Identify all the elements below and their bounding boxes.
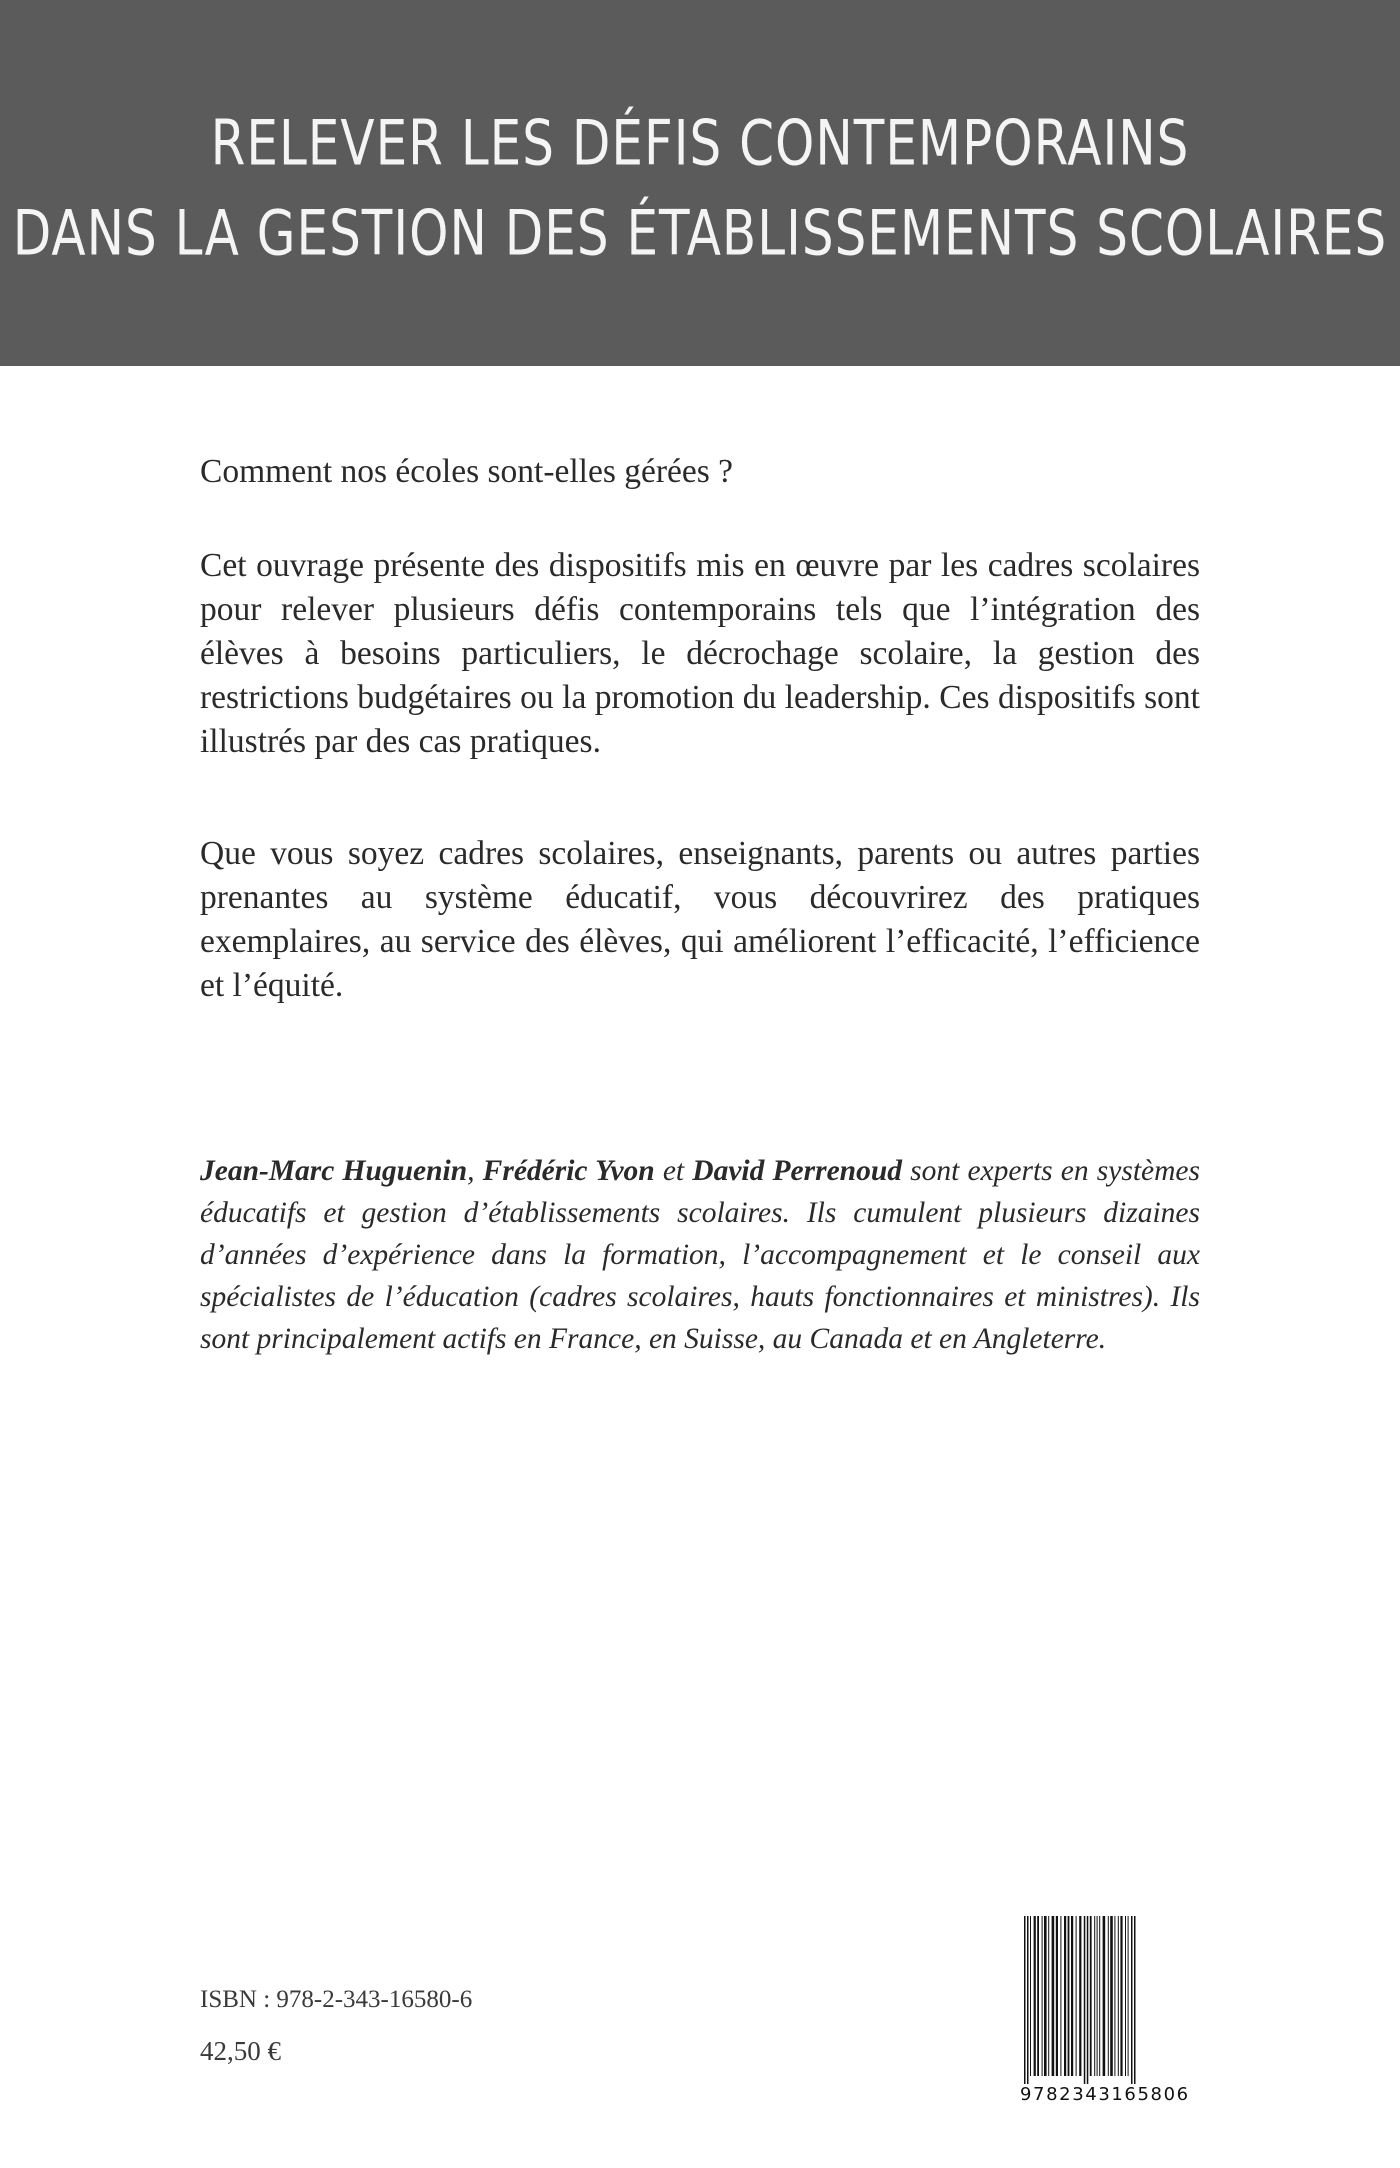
- barcode-bar: [1110, 1916, 1113, 2076]
- barcode-bar: [1024, 1916, 1026, 2084]
- barcode-bar: [1103, 1916, 1106, 2076]
- price: 42,50 €: [200, 2036, 281, 2066]
- barcode-bar: [1068, 1916, 1070, 2076]
- barcode-bar: [1060, 1916, 1061, 2076]
- barcode-bar: [1030, 1916, 1031, 2076]
- barcode-bar: [1056, 1916, 1058, 2076]
- barcode-bar: [1134, 1916, 1136, 2084]
- blurb-question: Comment nos écoles sont-elles gérées ?: [200, 453, 734, 490]
- barcode-bar: [1064, 1916, 1066, 2076]
- barcode-bar: [1125, 1916, 1126, 2076]
- author-separator-2: et: [654, 1155, 693, 1187]
- author-bio-text: sont experts en systèmes éducatifs et gestion d’établissements scolaires. Ils cumulent plusieurs dizaines d’années d’expérience dans la formation, l’accompagnement et le conseil aux spécialistes de l’éducation (cadres scolaires, hauts fonctionnaires et ministres). Ils sont principalement actifs en France, en Suisse, au Canada et en Angleterre.: [200, 1155, 1200, 1355]
- barcode-bar: [1097, 1916, 1098, 2076]
- barcode-bar: [1071, 1916, 1073, 2076]
- barcode-bar: [1114, 1916, 1115, 2076]
- barcode-digits: 9782343165806: [1020, 2084, 1190, 2105]
- barcode-bar: [1094, 1916, 1095, 2076]
- title-line-2: DANS LA GESTION DES ÉTABLISSEMENTS SCOLAIRES: [12, 196, 1388, 270]
- barcode-bar: [1034, 1916, 1036, 2076]
- author-separator-1: ,: [467, 1155, 483, 1187]
- barcode-bar: [1087, 1916, 1089, 2084]
- barcode-bar: [1090, 1916, 1092, 2076]
- blurb-paragraph-2: Que vous soyez cadres scolaires, enseignants, parents ou autres parties prenantes au système éducatif, vous découvrirez des pratiques exemplaires, au service des élèves, qui améliorent l’efficacité, l’efficience et l’équité.: [200, 835, 1200, 1004]
- author-name-1: Jean-Marc Huguenin: [200, 1155, 468, 1187]
- barcode-bar: [1108, 1916, 1109, 2076]
- title-line-1: RELEVER LES DÉFIS CONTEMPORAINS: [210, 106, 1190, 180]
- barcode-bar: [1128, 1916, 1129, 2076]
- header-band: [0, 0, 1400, 366]
- barcode-bar: [1084, 1916, 1086, 2084]
- isbn: ISBN : 978-2-343-16580-6: [200, 1986, 473, 2013]
- barcode-bar: [1120, 1916, 1122, 2076]
- author-name-2: Frédéric Yvon: [482, 1155, 655, 1187]
- author-name-3: David Perrenoud: [692, 1155, 902, 1187]
- barcode-bar: [1131, 1916, 1133, 2084]
- author-bio: [200, 1150, 1200, 1360]
- barcode-bar: [1048, 1916, 1049, 2076]
- barcode-bar: [1076, 1916, 1077, 2076]
- barcode-bar: [1052, 1916, 1055, 2076]
- barcode-bar: [1037, 1916, 1039, 2076]
- barcode-bar: [1079, 1916, 1081, 2076]
- barcode: [1020, 1916, 1190, 2114]
- barcode-bar: [1027, 1916, 1029, 2084]
- barcode-bars: [1020, 1916, 1170, 2084]
- barcode-bar: [1044, 1916, 1047, 2076]
- barcode-bar: [1042, 1916, 1043, 2076]
- barcode-bar: [1099, 1916, 1100, 2076]
- blurb-paragraph-1: Cet ouvrage présente des dispositifs mis en œuvre par les cadres scolaires pour relever plusieurs défis contemporains tels que l’intégration des élèves à besoins particuliers, le décrochage scolaire, la gestion des restrictions budgétaires ou la promotion du leadership. Ces dispositifs sont illustrés par des cas pratiques.: [200, 547, 1200, 760]
- barcode-bar: [1118, 1916, 1119, 2076]
